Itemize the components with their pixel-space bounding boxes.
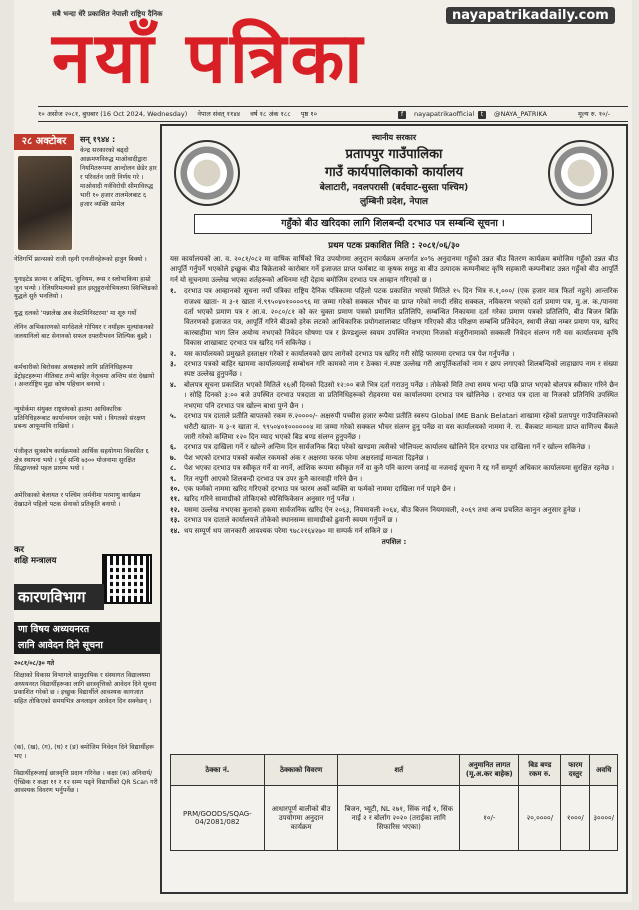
left-column xyxy=(14,124,160,902)
nepal-samvat: नेपाल संवत् ११४४ xyxy=(197,110,241,118)
column-paragraph: पंजीकृत सुत्रकोष कार्यक्रमको आर्थिक सहयोगमा विकसित ६ क्षेत्र स्थापना भयो । पूर्व सन्धि ७३०० योजनामा सुरक्षित सिद्धान्तको पहल प्रारम्भ भयो । xyxy=(14,448,149,473)
notice-item-text: खरिद गरिने सामाग्रीको तोकिएको स्पेसिफिकेसन अनुसार गर्नु पर्नेछ । xyxy=(184,495,355,504)
year-issue: वर्ष १८ अंक १८८ xyxy=(250,110,291,118)
notice-item-number: ११. xyxy=(170,495,180,504)
notice-item-text: दरभाउ पत्र दाखिला गर्ने र खोल्ने अन्तिम दिन सार्वजनिक बिदा परेको खण्डमा त्यसैको भोलिपल्ट कार्यालय खोलिने दिन दरभाउ पत्र दाखिला गर्ने र खोल्न सकिनेछ । xyxy=(184,443,591,452)
notice-item xyxy=(170,411,618,442)
website-link[interactable]: nayapatrikadaily.com xyxy=(446,7,615,24)
column-paragraph: युद्ध दलको 'पन्नालेख अब वेस्टमिनिस्टरमा' मा शूरु गर्यो xyxy=(14,310,137,317)
notice-item xyxy=(170,453,618,463)
notice-item xyxy=(170,494,618,504)
column-paragraph: अमेरिकाको बेलायत र पश्चिम जर्मनीमा परमाणु कार्यक्रम देखाउने पहिलो पटक सेनाको प्रतिकृति बनायो । xyxy=(14,492,141,508)
notice-item xyxy=(170,526,618,536)
masthead xyxy=(14,0,632,110)
notice-item xyxy=(170,286,618,348)
notice-item-number: ६. xyxy=(170,443,177,452)
table-header-cell: फारम दस्तुर xyxy=(561,755,590,786)
table-label: तपशिल : xyxy=(381,537,407,546)
edition-date: १० असोज २०८१, बुधबार (16 Oct 2024, Wednesday) xyxy=(38,110,188,118)
notice-title: गहुँको बीउ खरिदका लागि शिलबन्दी दरभाउ पत्र सम्बन्धि सूचना । xyxy=(194,214,592,234)
notice-item-text: दरभाउ पत्र दाताले कार्यालयले तोकेको स्थानसम्म सामाग्रीको ढुवानी स्वयम गर्नुपर्ने छ । xyxy=(184,516,398,525)
table-cell: बिजन, भ्यूटी, NL २७१, सिंक नाईं १, सिंक नाईं २ र बोर्लाग २०२० (तराईका लागि सिफारिस भएका) xyxy=(338,786,460,851)
official-notice xyxy=(160,124,628,894)
notice-item xyxy=(170,484,618,494)
notice-item xyxy=(170,359,618,380)
table-cell: २०,००००/ xyxy=(519,786,561,851)
ministry-top: कर xyxy=(14,545,25,555)
table-header-cell: अवधि xyxy=(590,755,618,786)
column-paragraph: कर्मचारीको बिरोधका अध्यक्षको लागि प्रतिनिधिहरूमा डेट्रोइटहरूमा नीतिबाट तन्मे बाहिर नेतृत्वमा अन्तिम संरा देखायो । अन्तर्राष्ट्रिय मुद्रा कोष पहिचान बनायो । xyxy=(14,364,155,389)
notice-body xyxy=(170,254,618,548)
nepal-emblem-icon xyxy=(174,140,240,206)
table-header-cell: अनुमानित लागत (मू.अ.कर बाहेक) xyxy=(460,755,519,786)
notice-item-number: ४. xyxy=(170,380,177,389)
subject-line-1: णा विषय अध्ययनरत xyxy=(18,624,90,635)
notice-item xyxy=(170,474,618,484)
ministry-name: शक्षि मन्त्रालय xyxy=(14,556,57,566)
column-paragraph: न्यूयोर्कमा संयुक्त राष्ट्रसंघको हातमा आधिकारिक प्रतिनिधिहरूबाट कार्यान्वयन जाहेर भयो । विगतको संरक्षण प्रबन्ध आफूमाथि राखियो । xyxy=(14,406,146,431)
notice-item-text: दरभाउ पत्र आव्हानको सूचना नयाँ पत्रिका राष्ट्रिय दैनिक पत्रिकामा पहिलो पटक प्रकाशित भएको मितिले १५ दिन भित्र रु.१,०००/ (एक हजार मात्र फिर्ता नहुने) आन्तरिक राजश्व खाता- म ३-१ खाता नं.९९५०४०१००००९६ मा जम्मा गरेको सक्कल भौचर वा प्राप्त गरेको नगदी रसिद सक्कल, नविकरण भएको दर्ता प्रमाण पत्र, मु.अ. क./पानमा दर्ता भएको प्रमाण पत्र र आ.व. २०८०/८१ को कर चुक्ता प्रमाण पत्रको प्रमाणित प्रतिलिपि, सम्बन्धित निकायमा दर्ता गरेका प्रमाण पत्रको प्रतिलिपि, बीउ बिजन बिक्रि वितरणको इजाजत पत्र, आपूर्ति गरिने बीउको हरेक लटको आधिकारिक प्रयोगशालाबाट परिक्षण गरिएको बीउ परिक्षण सम्बन्धि प्रतिवेदन, स्थायी लेखा नम्बर प्रमाण पत्र, खरिद कारबाहीमा भाग लिन अयोग्य नभएको निवेदन घोषणा पत्र र फ्रेण्डशुल्ल स्वयम उपस्थित नभएमा निजको मंजुरीनामाको सक्कली निवेदन संलग्न गरी यस कार्यालयमा कृषि विकास शाखाबाट दरभाउ पत्र खरिद गर्न सकिनेछ । xyxy=(184,287,618,348)
notice-item-text: दरभाउ पत्र दाताले प्रतीति बापतको रकम रु.२००००/- अक्षरुपी पच्चीस हजार रूपैया प्रतीति स्वरुप Global IME Bank Belatari शाखामा रहेको प्रतापपुर गाउँपालिकाको धरौटी खाता- म ३-१ खाता नं. ९९५०४०१००००००४ मा जम्मा गरेको सक्कल भौचर संलग्न हुनु पर्नेछ वा यस कार्यालयको नाममा ने. रा. बैंकबाट मान्यता प्राप्त वाणिज्य बैंकले जारी गरेको कम्तिमा १२० दिन म्याद भएको बिड बण्ड संलग्न हुनुपर्नेछ । xyxy=(184,412,618,441)
notice-items xyxy=(170,286,618,536)
notice-header-line-1: स्थानीय सरकार xyxy=(371,133,417,142)
calendar-box xyxy=(14,134,74,252)
contract-table xyxy=(170,754,618,851)
table-header-cell: ठेक्काको विवरण xyxy=(264,755,338,786)
notice-header-line-2: प्रतापपुर गाउँपालिका xyxy=(345,147,443,162)
column-paragraph: नेतिगर्भि फ्रान्सको राजी रहनी एनजीनहेरूको हात्रुन बिक्यो । xyxy=(14,256,147,263)
notice-item-text: पेश भएका दरभाउ पत्र स्वीकृत गर्ने वा नगर्ने, आंशिक रूपमा स्वीकृत गर्ने वा कुनै पनि कारण जनाई वा नजनाई सूचना नै रद्द गर्ने सम्पूर्ण अधिकार कार्यालयमा सुरक्षित रहनेछ । xyxy=(184,464,615,473)
brief-text: केन्द्र सरकारको बढ्दो आक्रमणविरुद्ध माओवादीद्वारा नियमितरूपमा आन्दोलन छेडेर हार र परिवर्तन जारी निर्णय गरे । माओवादी गर्वविरोधी सीमाविरुद्ध भारी १० हजार तालमेलबाट ६ हजार व्यक्ति सामेल xyxy=(80,147,157,208)
twitter-icon: t xyxy=(478,111,486,119)
twitter-text: @NAYA_PATRIKA xyxy=(494,110,547,118)
notice-header-line-3: गाउँ कार्यपालिकाको कार्यालय xyxy=(325,165,463,180)
tagline: सबै भन्दा धेरै प्रकाशित नेपाली राष्ट्रिय दैनिक xyxy=(52,10,163,18)
newspaper-title: नयाँ पत्रिका xyxy=(52,16,367,99)
table-cell: १०००/ xyxy=(561,786,590,851)
notice-item-text: थप सम्पूर्ण थप जानकारी आवश्यक परेमा ९७८२१६४२७० मा सम्पर्क गर्न सकिने छ । xyxy=(184,526,393,535)
municipality-logo-icon xyxy=(548,140,614,206)
notice-item-text: यसमा उल्लेख नभएका कुराको हकमा सार्वजनिक खरिद ऐन २०६३, नियमावली २०६४, बीउ बिजन नियमावली, २०६९ तथा अन्य प्रचलित कानुन अनुसार हुनेछ । xyxy=(184,505,581,514)
notice-item xyxy=(170,442,618,452)
notice-item-text: दरभाउ पत्रको बाहिर खाममा कार्यालयलाई सम्बोधन गरि कामको नाम र ठेक्का नं.स्पष्ट उल्लेख गरी आपूर्तिकर्ताको नाम र छाप लगाएको शिलबन्दिको लाहाछाप नाम र संख्या स्पष्ट उल्लेख हुनुपर्नेछ । xyxy=(184,360,618,379)
dateline xyxy=(38,106,628,122)
calendar-label: २८ अक्टोबर xyxy=(14,134,74,150)
facebook-icon: f xyxy=(398,111,406,119)
ministry-notice-number: २०८१/०८/३० गते xyxy=(14,660,55,667)
notice-intro: यस कार्यालयको आ. व. २०८१/०८२ मा वाषिक वार्षिको थिउ उपयोगमा अनुदान कार्यक्रम अन्तर्गत ४०% अनुदानमा गहुँको उन्नत बीउ वितरण कार्यक्रम बमोजिम गहुँको उन्नत बीउ आपूर्ति गर्नुपर्ने भएकोले इच्छुक बीउ बिक्रेताको कारोबार गर्ने इजाजत प्राप्त फर्मबाट वा कृषक समुह वा बीउ उत्पादक कम्पनीबाट कृषि सहकारी कम्पनीबाट उन्नत गहुँको बीउ आपूर्ति गर्न यो सूचनामा उल्लेख भएका शर्तहरूको अधिनमा रही देहाय बमोजिम दरभाउ पत्र आव्हान गरिएको छ । xyxy=(170,255,618,284)
table-header-cell: शर्त xyxy=(338,755,460,786)
notice-item xyxy=(170,515,618,525)
column-paragraph: शिक्षाको विकास विभागले सामुदायिक र संस्थागत विद्यालयमा अध्ययनरत विद्यार्थीहरूका लागि छात्रवृत्तिको आवेदन दिने सूचना प्रकाशित गरेको छ । इच्छुक विद्यार्थीले आवश्यक कागजात सहित तोकिएको समयभित्र अनलाइन आवेदन दिन सक्नेछन् । xyxy=(14,672,157,705)
notice-item-text: एक फर्मको नाममा खरिद गरिएको दरभाउ पत्र फारम अर्को व्यक्ति वा फर्मको नाममा दाखिला गर्न पाइने छैन । xyxy=(184,484,456,493)
brief-date: सन् १९४४ : xyxy=(80,135,116,144)
table-header-cell: ठेक्का नं. xyxy=(171,755,265,786)
facebook-text: nayapatrikaofficial xyxy=(414,110,475,118)
notice-item-number: ७. xyxy=(170,453,177,462)
first-published-date: प्रथम पटक प्रकाशित मिति : २०८१/०६/३० xyxy=(328,241,460,251)
notice-item-number: २. xyxy=(170,349,177,358)
notice-item xyxy=(170,505,618,515)
notice-item-number: १२. xyxy=(170,505,180,514)
department-banner: कारणविभाग xyxy=(14,584,104,610)
twitter-handle[interactable] xyxy=(478,107,555,121)
notice-item-text: पेश भएको दरभाउ पत्रको कबोल रकमको अंक र अक्षरमा फरक परेमा अक्षरलाई मान्यता दिइनेछ । xyxy=(184,453,429,462)
ministry-notice xyxy=(14,544,160,744)
notice-item xyxy=(170,463,618,473)
table-cell: PRM/GOODS/SQAG-04/2081/082 xyxy=(171,786,265,851)
notice-item-number: ८. xyxy=(170,464,177,473)
notice-item-text: बोलपत्र सूचना प्रकाशित भएको मितिले १६औं दिनको दिउसो १२:०० बजे भित्र दर्ता गराउनु पर्नेछ । तोकेको मिति तथा समय भन्दा पछि प्राप्त भएको बोलपत्र स्वीकार गरिने छैन । सोहि दिनको ३:०० बजे उपस्थित दरभाउ पत्रदाता वा प्रतिनिधिहरूको रोहवरमा यस कार्यालयमा दरभाउ पत्र खोलिनेछ । दरभाउ पत्र दाता वा निजको प्रतिनिधि उपस्थित नभएमा पनि दरभाउ पत्र खोल्न बाधा पुग्ने छैन । xyxy=(184,380,618,410)
page-count: पृष्ठ १० xyxy=(300,110,318,118)
column-paragraph: (क), (ख), (ग), (घ) र (ङ) बमोजिम निवेदन दिने विद्यार्थीहरू भए । xyxy=(14,744,155,760)
notice-item xyxy=(170,349,618,359)
column-paragraph: विद्यार्थीहरूलाई छात्रवृत्ति प्रदान गरिनेछ । कक्षा (क) अनिवार्य/ऐच्छिक र कक्षा ११ र १२ सम्म पढ्ने विद्यार्थीको QR Scan गरी आवश्यक विवरण भर्नुपर्नेछ । xyxy=(14,770,158,795)
column-paragraph: युनाइटेड फ्रान्स र अस्ट्रिया, जुनियम, रूस र स्लोभाकिया हाम्रो जुन भन्यो । रेलियरिमल्मको हात इस्तुहुरानोभियलमा स्विभ्लिङको युद्धले सुर्रु भनलियो । xyxy=(14,276,158,301)
newspaper-page xyxy=(14,0,632,902)
table-header-row xyxy=(171,755,618,786)
subject-banner xyxy=(14,622,160,654)
notice-item-number: १४. xyxy=(170,526,180,535)
notice-item-number: १. xyxy=(170,287,177,296)
table-cell: ३००००/ xyxy=(590,786,618,851)
table-cell: आधारपूर्ण बालीको बीउ उपयोगमा अनुदान कार्यक्रम xyxy=(264,786,338,851)
table-body xyxy=(171,786,618,851)
table-row xyxy=(171,786,618,851)
notice-item xyxy=(170,380,618,411)
notice-header-line-4: बेलाटारी, नवलपरासी (बर्दघाट-सुस्ता पश्चिम) xyxy=(319,183,469,193)
notice-item-number: ५. xyxy=(170,412,177,421)
table-header-cell: बिड बण्ड रकम रु. xyxy=(519,755,561,786)
qr-code[interactable] xyxy=(102,554,152,604)
column-paragraph: लेनिन अभिकारणको मार्गदेशले गोपियर र नयाँहरू मूल्यांकनको जलयानिलो बाट सेनानको सफल दफ्तरीभवन शिल्पिक बुझ्दै । xyxy=(14,324,154,340)
notice-item-number: ३. xyxy=(170,360,177,369)
notice-item-text: यस कार्यालयको प्रमुखले हस्ताक्षर गरेको र कार्यालयको छाप लागेको दरभाउ पत्र खरिद गरी सोहि फारममा दरभाउ पत्र पेश गर्नुपर्नेछ । xyxy=(184,349,515,358)
price: मूल्य रु. १०/- xyxy=(578,110,611,118)
subject-line-2: लानि आवेदन दिने सूचना xyxy=(18,640,103,651)
notice-item-number: ९. xyxy=(170,474,177,483)
notice-item-number: १३. xyxy=(170,516,180,525)
facebook-handle[interactable] xyxy=(398,107,482,121)
notice-header-line-5: लुम्बिनी प्रदेश, नेपाल xyxy=(359,197,429,207)
table-cell: १०/- xyxy=(460,786,519,851)
notice-item-text: रित नपुगी आएको शिलबन्दी दरभाउ पत्र उपर कुनै कारवाही गरिने छैन । xyxy=(184,474,363,483)
notice-item-number: १०. xyxy=(170,484,180,493)
historical-photo xyxy=(18,156,72,250)
